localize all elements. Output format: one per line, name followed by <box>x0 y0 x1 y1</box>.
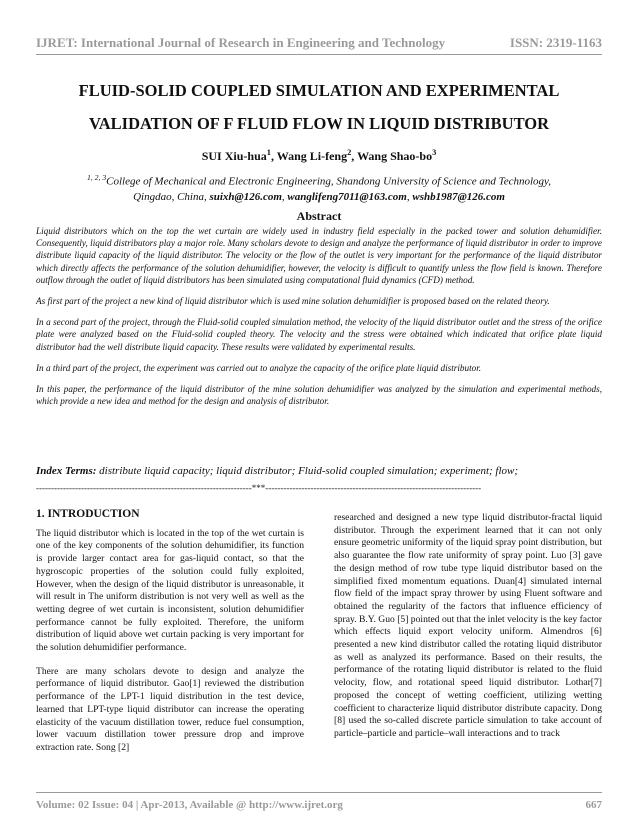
footer-volume-info: Volume: 02 Issue: 04 | Apr-2013, Available @ http://www.ijret.org <box>36 799 343 811</box>
author-2: Wang Li-feng <box>276 149 348 163</box>
left-column <box>36 508 304 766</box>
author-3: Wang Shao-bo <box>357 149 433 163</box>
title-line-1: FLUID-SOLID COUPLED SIMULATION AND EXPERIMENTAL <box>78 81 560 100</box>
section-heading: 1. INTRODUCTION <box>36 508 140 520</box>
abstract-paragraph: In this paper, the performance of the liquid distributor of the mine solution dehumidifier was analyzed by the simulation and experimental methods, which provide a new idea and method for the design and analysis of distributor. <box>36 384 602 407</box>
page-number: 667 <box>585 799 602 811</box>
affiliation: $^{1, 2, 3}$College of Mechanical and Electronic Engineering, Shandong University of Science and Technology, Qingdao, China, suixh@126.com, wanglifeng7011@163.com, wshb1987@126.com <box>86 173 552 203</box>
index-terms <box>36 465 602 477</box>
page-header <box>36 24 602 55</box>
body-paragraph: researched and designed a new type liquid distributor-fractal liquid distributor. Through the experiment learned that it can not only ensure geometric uniformity of the liquid spray point distribution, but also guarantee the flow rate uniformity of spray point. Luo [3] gave the design method of row tube type liquid distributor based on the simplified fixed momentum equations. Duan[4] simulated internal flow field of the impact spray thrower by using Fluent software and obtained the regularity of the factors that influence efficiency of spray. B.Y. Guo [5] pointed out that the inlet velocity is the key factor which effects liquid export velocity uniform. Almendros [6] presented a new kind distributor called the rotating liquid distributor as well as analyzed its performance. Based on their results, the performance of the rotating liquid distributor is related to the fluid velocity, flow, and rotational speed liquid distributor. Lothar[7] proposed the concept of wetting coefficient, utilizing wetting coefficient to characterize liquid distributor distribute capacity. Dong [8] used the so-called discrete particle simulation to take account of particle–particle and particle–wall interactions and to track <box>334 512 602 739</box>
email-1[interactable]: suixh@126.com <box>209 190 282 203</box>
paper-title <box>40 74 598 140</box>
abstract-paragraph: In a third part of the project, the experiment was carried out to analyze the capacity of the orifice plate liquid distributor. <box>36 362 482 373</box>
author-1-mark: 1 <box>266 148 271 157</box>
email-2[interactable]: wanglifeng7011@163.com <box>287 190 407 203</box>
page-footer <box>36 792 602 811</box>
title-line-2: VALIDATION OF F FLUID FLOW IN LIQUID DISTRIBUTOR <box>88 114 550 133</box>
affiliation-marks: 1, 2, 3 <box>86 173 107 182</box>
section-separator: ------------------------------------------------------------------------***------------------------------------------------------------------------ <box>36 483 482 493</box>
abstract-paragraph: In a second part of the project, through the Fluid-solid coupled simulation method, the velocity of the liquid distributor outlet and the stress of the orifice plate were analyzed based on the Fluid-solid coupled theory. The velocity and the stress were obtained which indicated that orifice plate liquid distributor had the well distribute liquid capacity. These results were validated by experimental results. <box>36 317 602 352</box>
right-column <box>334 512 602 752</box>
affiliation-text: College of Mechanical and Electronic Engineering, Shandong University of Science and Technology, <box>106 175 552 188</box>
abstract-body <box>36 225 602 416</box>
affiliation-city: Qingdao, China, <box>133 190 207 203</box>
author-3-mark: 3 <box>432 148 437 157</box>
author-2-mark: 2 <box>347 148 352 157</box>
author-1: SUI Xiu-hua <box>201 149 267 163</box>
index-terms-label: Index Terms: <box>36 465 97 477</box>
index-terms-text: distribute liquid capacity; liquid distributor; Fluid-solid coupled simulation; experiment; flow; <box>99 465 519 477</box>
abstract-heading: Abstract <box>296 209 342 223</box>
body-paragraph: There are many scholars devote to design and analyze the performance of liquid distributor. Gao[1] reviewed the distribution performance of the LPT-1 liquid distribution in the test device, learned that LPT-type liquid distributor can increase the operating elasticity of the vacuum distillation tower, reduce fuel consumption, lower vacuum distillation tower pressure drop and improve extraction rate. Song [2] <box>36 665 304 753</box>
journal-name: IJRET: International Journal of Research in Engineering and Technology <box>36 35 446 50</box>
body-paragraph: The liquid distributor which is located in the top of the wet curtain is one of the key components of the solution dehumidifier, its function is provide larger contact area for gas-liquid contact, so that the hygroscopic properties of the solution could fully exploited, However, when the design of the liquid distributor is unreasonable, it will result in The uniform distribution is not very well as well as the wetting degree of wet curtain is inconsistent, solution dehumidifier performance cannot be fully exploited. Therefore, the uniform distribution of liquid above wet curtain packing is very important for the solution dehumidifier performance. <box>36 527 304 654</box>
issn: ISSN: 2319-1163 <box>509 35 602 50</box>
abstract-paragraph: Liquid distributors which on the top the wet curtain are widely used in industry field especially in the packed tower and solution dehumidifier. Consequently, liquid distributors play a major role. Many scholars devote to design and analyze the performance of liquid distributor in order to improve distribute liquid capacity of the liquid distributor. The velocity or the flow of the outlet is very important for the performance of the liquid distributor which directly affects the performance of the solution dehumidifier, however, the velocity is difficult to quantify unless the flow field is known. Therefore outflow through the outlet of liquid distributors has been simulated using computational fluid dynamics (CFD) method. <box>36 226 602 285</box>
email-3[interactable]: wshb1987@126.com <box>412 190 505 203</box>
abstract-paragraph: As first part of the project a new kind of liquid distributor which is used mine solution dehumidifier is proposed based on the related theory. <box>36 296 550 307</box>
author-list: SUI Xiu-hua$^1$, Wang Li-feng$^2$, Wang Shao-$bo^3$ <box>201 148 437 163</box>
